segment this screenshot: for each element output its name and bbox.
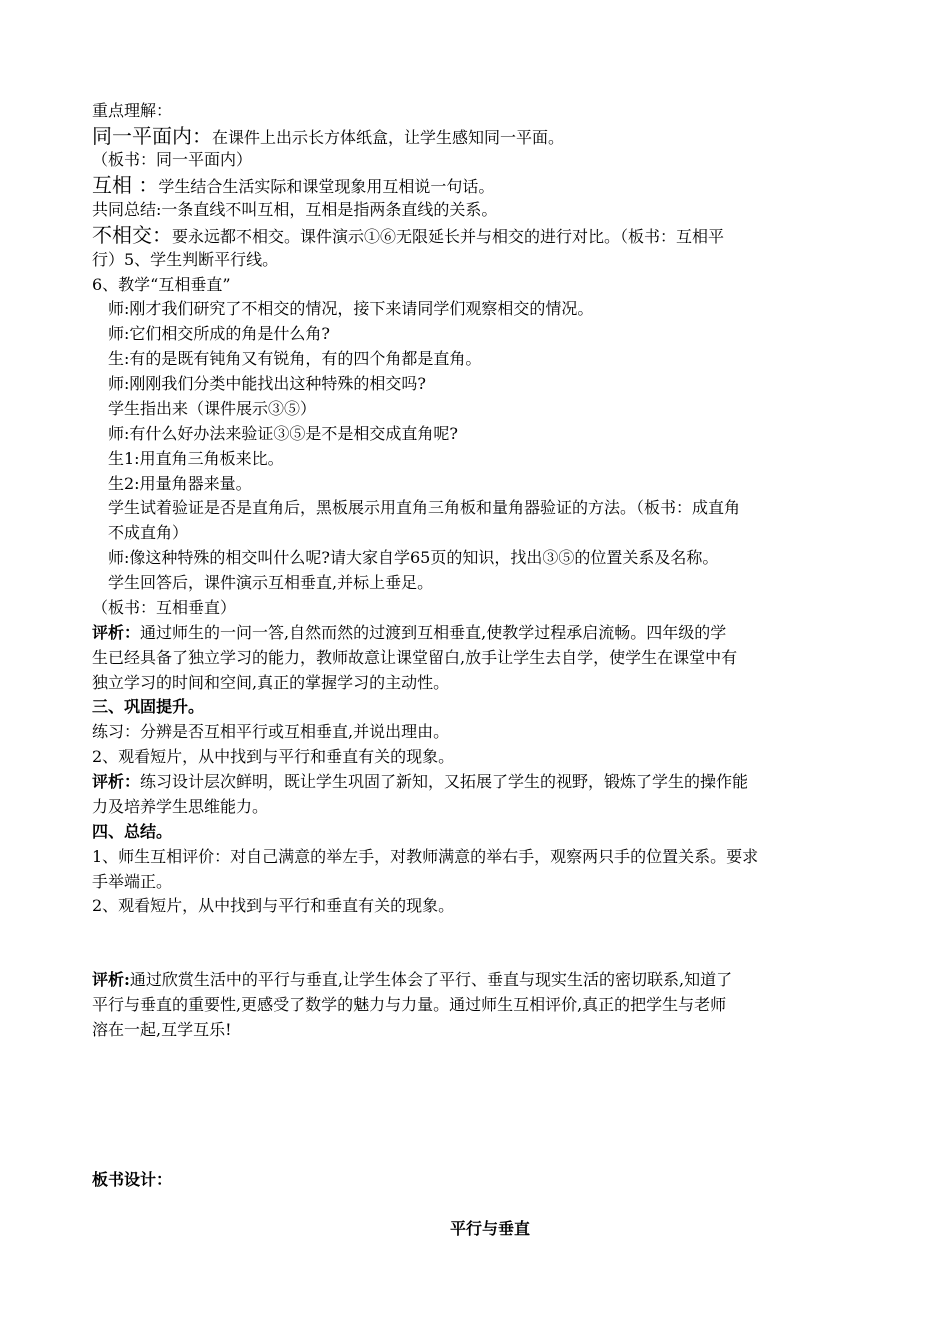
dialogue-line: 生2:用量角器来量。 (108, 474, 252, 493)
dialogue-line: 师:刚刚我们分类中能找出这种特殊的相交吗? (108, 374, 426, 393)
board-title: 平行与垂直 (449, 1219, 530, 1238)
term-mutual: 互相 ： (92, 173, 159, 197)
text-line: 溶在一起,互学互乐! (92, 1020, 232, 1039)
dialogue-line: 师:它们相交所成的角是什么角? (108, 324, 330, 343)
dialogue-line: 师:像这种特殊的相交叫什么呢?请大家自学65页的知识，找出③⑤的位置关系及名称。 (108, 548, 719, 567)
commentary-label: 评析： (92, 623, 141, 642)
dialogue-line: 生:有的是既有钝角又有锐角，有的四个角都是直角。 (108, 349, 482, 368)
text-line: 1、师生互相评价：对自己满意的举左手，对教师满意的举右手，观察两只手的位置关系。要求 (92, 847, 759, 866)
text-line: 生已经具备了独立学习的能力，教师故意让课堂留白,放手让学生去自学，使学生在课堂中有 (92, 648, 738, 667)
dialogue-line: 师:有什么好办法来验证③⑤是不是相交成直角呢? (108, 424, 458, 443)
term-non-intersect: 不相交： (92, 223, 172, 247)
section-heading-consolidate: 三、巩固提升。 (92, 697, 205, 716)
board-note-perpendicular: （板书：互相垂直） (92, 598, 237, 617)
text-line: 力及培养学生思维能力。 (92, 797, 269, 816)
dialogue-line: 生1:用直角三角板来比。 (108, 449, 284, 468)
text-line: 2、观看短片，从中找到与平行和垂直有关的现象。 (92, 896, 455, 915)
commentary-text: 练习设计层次鲜明，既让学生巩固了新知，又拓展了学生的视野，锻炼了学生的操作能 (140, 772, 749, 791)
section-heading-perpendicular: 6、教学“互相垂直” (92, 275, 231, 294)
paragraph-same-plane (92, 124, 872, 150)
text-same-plane: 在课件上出示长方体纸盒，让学生感知同一平面。 (212, 128, 565, 147)
text-line: 独立学习的时间和空间,真正的掌握学习的主动性。 (92, 673, 450, 692)
text-line: 2、观看短片，从中找到与平行和垂直有关的现象。 (92, 747, 455, 766)
summary-line: 共同总结:一条直线不叫互相，互相是指两条直线的关系。 (92, 200, 498, 219)
board-note-same-plane: （板书：同一平面内） (92, 150, 253, 169)
dialogue-line: 不成直角） (108, 523, 189, 542)
board-design-heading: 板书设计： (92, 1170, 173, 1189)
commentary-2 (92, 770, 872, 794)
text-line: 手举端正。 (92, 872, 173, 891)
dialogue-line: 师:刚才我们研究了不相交的情况，接下来请同学们观察相交的情况。 (108, 299, 594, 318)
dialogue-line: 学生试着验证是否是直角后，黑板展示用直角三角板和量角器验证的方法。（板书：成直角 (108, 498, 741, 517)
section-heading-summary: 四、总结。 (92, 822, 173, 841)
commentary-1 (92, 621, 872, 645)
commentary-text: 通过师生的一问一答,自然而然的过渡到互相垂直,使教学过程承启流畅。四年级的学 (140, 623, 727, 642)
commentary-label: 评析: (92, 970, 130, 989)
text-line: 平行与垂直的重要性,更感受了数学的魅力与力量。通过师生互相评价,真正的把学生与老师 (92, 995, 727, 1014)
text-mutual: 学生结合生活实际和课堂现象用互相说一句话。 (158, 177, 495, 196)
text-non-intersect: 要永远都不相交。课件演示①⑥无限延长并与相交的进行对比。（板书：互相平 (172, 227, 725, 246)
paragraph-mutual (92, 173, 872, 199)
dialogue-line: 学生指出来（课件展示③⑤） (108, 399, 317, 418)
dialogue-line: 学生回答后，课件演示互相垂直,并标上垂足。 (108, 573, 434, 592)
paragraph-non-intersect (92, 223, 872, 249)
text-line: 行）5、学生判断平行线。 (92, 250, 279, 269)
commentary-text: 通过欣赏生活中的平行与垂直,让学生体会了平行、垂直与现实生活的密切联系,知道了 (129, 970, 733, 989)
term-same-plane: 同一平面内： (92, 124, 212, 148)
commentary-label: 评析： (92, 772, 141, 791)
commentary-3 (92, 968, 872, 992)
key-points-heading: 重点理解： (92, 101, 173, 120)
text-line: 练习：分辨是否互相平行或互相垂直,并说出理由。 (92, 722, 450, 741)
